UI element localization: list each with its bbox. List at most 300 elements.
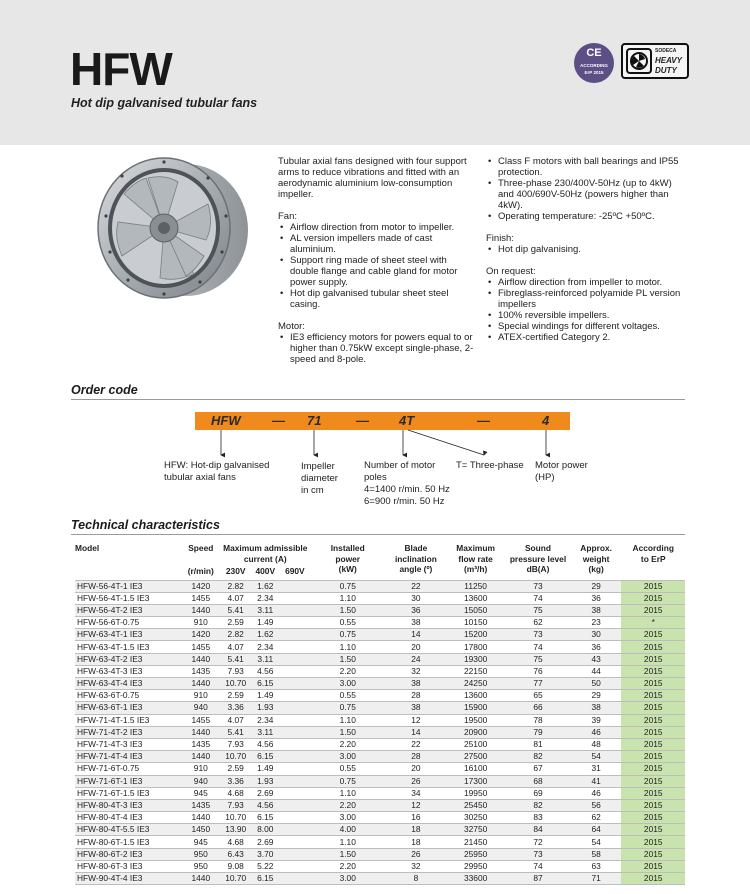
list-item: • Class F motors with ball bearings and IP55 protection. xyxy=(486,156,686,178)
table-cell: 19500 xyxy=(446,714,505,726)
table-cell: 11250 xyxy=(446,580,505,592)
header-line: to ErP xyxy=(640,553,666,564)
fan-feature-list xyxy=(278,222,476,310)
table-cell: 0.55 xyxy=(310,617,386,629)
cell-model: HFW-56-6T-0.75 xyxy=(75,617,181,629)
tech-table xyxy=(75,542,685,885)
table-cell: 15050 xyxy=(446,604,505,616)
list-item: • 100% reversible impellers. xyxy=(486,310,686,321)
table-row xyxy=(75,824,685,836)
table-cell: 75 xyxy=(505,604,571,616)
table-cell: 9.08 xyxy=(221,860,251,872)
table-row xyxy=(75,763,685,775)
table-cell: 79 xyxy=(505,726,571,738)
table-cell: 46 xyxy=(571,787,622,799)
table-cell: 77 xyxy=(505,678,571,690)
table-cell: 0.55 xyxy=(310,763,386,775)
cell-model: HFW-90-4T-4 IE3 xyxy=(75,873,181,885)
table-cell: 3.00 xyxy=(310,751,386,763)
cell-erp: 2015 xyxy=(621,799,685,811)
finish-list xyxy=(486,244,686,255)
label-poles xyxy=(364,460,450,508)
table-cell: 1435 xyxy=(181,665,221,677)
cell-model: HFW-71-4T-2 IE3 xyxy=(75,726,181,738)
table-cell: 62 xyxy=(505,617,571,629)
table-cell: 0.75 xyxy=(310,629,386,641)
table-cell: 16 xyxy=(386,812,446,824)
ce-erp-badge xyxy=(574,43,614,83)
list-item: • Three-phase 230/400V-50Hz (up to 4kW) and 400/690V-50Hz (powers higher than 4kW). xyxy=(486,178,686,211)
table-row xyxy=(75,738,685,750)
ce-badge-line1: ACCORDING xyxy=(580,63,608,68)
list-item: • Airflow direction from motor to impeller. xyxy=(278,222,476,233)
label-line: 4=1400 r/min. 50 Hz xyxy=(364,484,450,495)
table-cell xyxy=(280,714,310,726)
table-cell xyxy=(280,799,310,811)
table-cell: 56 xyxy=(571,799,622,811)
table-cell: 74 xyxy=(505,860,571,872)
table-row xyxy=(75,678,685,690)
table-cell: 0.75 xyxy=(310,775,386,787)
label-power xyxy=(535,460,588,484)
table-cell: 4.07 xyxy=(221,592,251,604)
table-cell: 1440 xyxy=(181,726,221,738)
badge-brand: SODECA xyxy=(655,48,677,54)
table-cell: 2.34 xyxy=(250,592,280,604)
table-cell: 945 xyxy=(181,787,221,799)
cell-model: HFW-56-4T-1.5 IE3 xyxy=(75,592,181,604)
table-cell: 25450 xyxy=(446,799,505,811)
cell-erp: 2015 xyxy=(621,690,685,702)
table-cell: 50 xyxy=(571,678,622,690)
table-cell xyxy=(280,726,310,738)
list-item: • Support ring made of sheet steel with double flange and cable gland for motor power supply. xyxy=(278,255,476,288)
cell-erp: 2015 xyxy=(621,848,685,860)
table-cell: 1.10 xyxy=(310,641,386,653)
col-weight xyxy=(571,542,622,580)
badge-duty: DUTY xyxy=(655,66,677,75)
table-cell: 20 xyxy=(386,763,446,775)
table-cell: 8 xyxy=(386,873,446,885)
table-cell: 29950 xyxy=(446,860,505,872)
cell-model: HFW-63-4T-1 IE3 xyxy=(75,629,181,641)
cell-model: HFW-63-4T-2 IE3 xyxy=(75,653,181,665)
table-cell: 1.10 xyxy=(310,787,386,799)
table-cell: 74 xyxy=(505,592,571,604)
table-cell: 2.82 xyxy=(221,629,251,641)
table-cell: 65 xyxy=(505,690,571,702)
table-cell: 3.00 xyxy=(310,678,386,690)
table-cell: 81 xyxy=(505,738,571,750)
header-line: (m³/h) xyxy=(463,564,488,574)
table-cell xyxy=(280,873,310,885)
label-line: poles xyxy=(364,472,387,483)
table-cell: 54 xyxy=(571,751,622,763)
table-cell xyxy=(280,629,310,641)
table-cell: 1.10 xyxy=(310,592,386,604)
table-row xyxy=(75,665,685,677)
header-line: angle (º) xyxy=(399,564,433,574)
table-row xyxy=(75,726,685,738)
table-cell: 1.62 xyxy=(250,580,280,592)
table-row xyxy=(75,714,685,726)
table-cell: 29 xyxy=(571,690,622,702)
cell-model: HFW-80-6T-1.5 IE3 xyxy=(75,836,181,848)
table-cell: 17800 xyxy=(446,641,505,653)
header-line: Maximum xyxy=(456,543,495,553)
table-cell: 32 xyxy=(386,665,446,677)
badge-heavy: HEAVY xyxy=(655,56,682,65)
list-item: • Hot dip galvanising. xyxy=(486,244,686,255)
table-cell: 5.41 xyxy=(221,726,251,738)
col-blade xyxy=(386,542,446,580)
table-cell: 1455 xyxy=(181,592,221,604)
list-item: • Special windings for different voltages. xyxy=(486,321,686,332)
code-part-diameter: 71 xyxy=(307,413,322,428)
table-cell: 1440 xyxy=(181,604,221,616)
code-part-power: 4 xyxy=(542,413,550,428)
table-cell: 1.49 xyxy=(250,690,280,702)
table-row xyxy=(75,580,685,592)
cell-erp: 2015 xyxy=(621,702,685,714)
table-cell: 6.15 xyxy=(250,812,280,824)
table-cell: 46 xyxy=(571,726,622,738)
table-cell: 73 xyxy=(505,848,571,860)
table-cell: 1455 xyxy=(181,641,221,653)
table-cell: 36 xyxy=(571,592,622,604)
table-cell: 10.70 xyxy=(221,751,251,763)
table-cell: 2.20 xyxy=(310,799,386,811)
table-cell: 14 xyxy=(386,726,446,738)
table-row xyxy=(75,799,685,811)
cell-erp: 2015 xyxy=(621,787,685,799)
table-cell: 6.15 xyxy=(250,873,280,885)
header-line: According xyxy=(632,543,674,553)
header-line: Blade xyxy=(404,543,428,553)
table-cell: 10.70 xyxy=(221,678,251,690)
col-model-blank xyxy=(75,565,181,580)
table-cell: 84 xyxy=(505,824,571,836)
table-cell: 15200 xyxy=(446,629,505,641)
table-cell: 1.62 xyxy=(250,629,280,641)
table-cell: 32750 xyxy=(446,824,505,836)
cell-model: HFW-71-6T-1 IE3 xyxy=(75,775,181,787)
table-cell: 1.49 xyxy=(250,617,280,629)
table-cell: 1420 xyxy=(181,629,221,641)
motor-feature-list-cont xyxy=(486,156,686,222)
order-code-title: Order code xyxy=(71,383,138,397)
table-cell: 0.75 xyxy=(310,580,386,592)
header-line: (kW) xyxy=(338,564,357,574)
label-line: in cm xyxy=(301,485,324,496)
table-cell: 2.20 xyxy=(310,665,386,677)
table-cell: 4.68 xyxy=(221,836,251,848)
table-cell: 1.10 xyxy=(310,836,386,848)
table-row xyxy=(75,702,685,714)
cell-erp: 2015 xyxy=(621,763,685,775)
table-cell: 18 xyxy=(386,836,446,848)
intro-paragraph: Tubular axial fans designed with four support arms to reduce vibrations and fitted with an aerodynamic aluminium low-consumption impeller. xyxy=(278,156,467,200)
header-line: (kg) xyxy=(588,564,604,574)
table-cell: 1440 xyxy=(181,751,221,763)
table-row xyxy=(75,690,685,702)
table-cell: 7.93 xyxy=(221,665,251,677)
list-item: • IE3 efficiency motors for powers equal to or higher than 0.75kW except single-phase, 2-speed and 8-pole. xyxy=(278,332,476,365)
table-cell xyxy=(280,836,310,848)
label-three-phase: T= Three-phase xyxy=(456,460,524,471)
table-row xyxy=(75,592,685,604)
list-item: • Airflow direction from impeller to motor. xyxy=(486,277,686,288)
table-cell: 74 xyxy=(505,641,571,653)
table-cell: 26 xyxy=(386,775,446,787)
table-cell: 38 xyxy=(386,678,446,690)
table-cell xyxy=(280,641,310,653)
list-item: • Hot dip galvanised tubular sheet steel casing. xyxy=(278,288,476,310)
table-row xyxy=(75,812,685,824)
table-cell: 4.07 xyxy=(221,714,251,726)
code-part-series: HFW xyxy=(211,413,241,428)
header-line: current (A) xyxy=(243,553,287,564)
table-cell: 2.69 xyxy=(250,836,280,848)
cell-model: HFW-71-4T-3 IE3 xyxy=(75,738,181,750)
table-cell: 25100 xyxy=(446,738,505,750)
col-690v: 690V xyxy=(280,565,310,580)
label-line: 6=900 r/min. 50 Hz xyxy=(364,496,445,507)
cell-erp: 2015 xyxy=(621,860,685,872)
header-line: dB(A) xyxy=(526,564,550,574)
table-cell xyxy=(280,702,310,714)
order-code-bar xyxy=(195,412,570,430)
header-line: weight xyxy=(582,553,610,564)
col-sound xyxy=(505,542,571,580)
table-cell: 1440 xyxy=(181,873,221,885)
table-cell: 4.56 xyxy=(250,799,280,811)
cell-model: HFW-80-6T-3 IE3 xyxy=(75,860,181,872)
list-item: • Operating temperature: -25ºC +50ºC. xyxy=(486,211,686,222)
col-speed-unit: (r/min) xyxy=(181,565,221,580)
table-cell: 10.70 xyxy=(221,873,251,885)
header-line: Sound xyxy=(524,543,552,553)
table-cell: 2.20 xyxy=(310,738,386,750)
col-400v: 400V xyxy=(250,565,280,580)
table-cell: 3.00 xyxy=(310,873,386,885)
table-cell: 23 xyxy=(571,617,622,629)
table-cell: 30250 xyxy=(446,812,505,824)
table-cell: 1440 xyxy=(181,678,221,690)
order-code-rule xyxy=(71,399,685,400)
table-cell xyxy=(280,763,310,775)
table-cell: 13600 xyxy=(446,592,505,604)
cell-model: HFW-63-6T-0.75 xyxy=(75,690,181,702)
table-cell: 1440 xyxy=(181,812,221,824)
description-column-2 xyxy=(486,156,686,343)
table-cell: 22 xyxy=(386,738,446,750)
cell-model: HFW-80-6T-2 IE3 xyxy=(75,848,181,860)
table-cell: 1435 xyxy=(181,738,221,750)
table-cell: 69 xyxy=(505,787,571,799)
table-cell: 1450 xyxy=(181,824,221,836)
list-item: • Fibreglass-reinforced polyamide PL version impellers xyxy=(486,288,686,310)
cell-erp: 2015 xyxy=(621,751,685,763)
table-cell: 10150 xyxy=(446,617,505,629)
table-cell: 12 xyxy=(386,714,446,726)
table-row xyxy=(75,775,685,787)
cell-erp: 2015 xyxy=(621,678,685,690)
cell-erp: 2015 xyxy=(621,873,685,885)
table-cell: 6.43 xyxy=(221,848,251,860)
col-230v: 230V xyxy=(221,565,251,580)
col-flow xyxy=(446,542,505,580)
table-cell: 30 xyxy=(386,592,446,604)
code-dash: — xyxy=(477,413,490,428)
table-cell: 13600 xyxy=(446,690,505,702)
table-cell: 48 xyxy=(571,738,622,750)
table-cell: 0.55 xyxy=(310,690,386,702)
cell-erp: 2015 xyxy=(621,738,685,750)
header-line: Installed xyxy=(330,543,365,553)
table-cell: 6.15 xyxy=(250,678,280,690)
table-cell: 13.90 xyxy=(221,824,251,836)
table-cell: 54 xyxy=(571,836,622,848)
table-cell: 4.07 xyxy=(221,641,251,653)
table-cell: 38 xyxy=(571,604,622,616)
table-cell: 1.50 xyxy=(310,653,386,665)
motor-heading: Motor: xyxy=(278,321,305,332)
header-line: flow rate xyxy=(458,553,493,564)
fan-icon xyxy=(626,48,652,74)
table-cell: 39 xyxy=(571,714,622,726)
tech-rule xyxy=(71,534,685,535)
page-title: HFW xyxy=(70,43,172,95)
cell-model: HFW-71-6T-1.5 IE3 xyxy=(75,787,181,799)
col-model: Model xyxy=(75,543,100,553)
request-list xyxy=(486,277,686,343)
table-cell: 5.41 xyxy=(221,653,251,665)
table-cell: 20 xyxy=(386,641,446,653)
cell-model: HFW-63-6T-1 IE3 xyxy=(75,702,181,714)
table-cell: 29 xyxy=(571,580,622,592)
table-cell: 2.34 xyxy=(250,714,280,726)
table-cell xyxy=(280,690,310,702)
table-cell: 83 xyxy=(505,812,571,824)
cell-erp: 2015 xyxy=(621,824,685,836)
cell-model: HFW-56-4T-2 IE3 xyxy=(75,604,181,616)
table-cell: 4.68 xyxy=(221,787,251,799)
table-cell: 1435 xyxy=(181,799,221,811)
table-cell xyxy=(280,617,310,629)
cell-model: HFW-56-4T-1 IE3 xyxy=(75,580,181,592)
table-cell: 945 xyxy=(181,836,221,848)
table-cell: 87 xyxy=(505,873,571,885)
table-cell: 36 xyxy=(571,641,622,653)
ce-badge-line2: ErP 2015 xyxy=(584,70,604,75)
arrow-phase xyxy=(408,430,484,455)
table-cell xyxy=(280,824,310,836)
cell-erp: 2015 xyxy=(621,604,685,616)
description-column-1 xyxy=(278,156,476,365)
table-cell: 41 xyxy=(571,775,622,787)
table-row xyxy=(75,604,685,616)
table-cell: 5.22 xyxy=(250,860,280,872)
table-cell: 950 xyxy=(181,848,221,860)
table-cell: 940 xyxy=(181,702,221,714)
table-cell: 7.93 xyxy=(221,799,251,811)
table-cell: 910 xyxy=(181,617,221,629)
table-cell: 33600 xyxy=(446,873,505,885)
table-cell: 950 xyxy=(181,860,221,872)
table-cell: 32 xyxy=(386,860,446,872)
list-item: • ATEX-certified Category 2. xyxy=(486,332,686,343)
table-cell: 2.34 xyxy=(250,641,280,653)
cell-erp: 2015 xyxy=(621,641,685,653)
col-erp xyxy=(621,542,685,580)
cell-erp: 2015 xyxy=(621,726,685,738)
table-cell: 22 xyxy=(386,580,446,592)
table-row xyxy=(75,629,685,641)
table-cell xyxy=(280,665,310,677)
table-cell: 36 xyxy=(386,604,446,616)
table-cell: 1.93 xyxy=(250,702,280,714)
cell-erp: 2015 xyxy=(621,836,685,848)
table-cell: 910 xyxy=(181,690,221,702)
header-band xyxy=(0,0,750,145)
table-cell: 7.93 xyxy=(221,738,251,750)
cell-model: HFW-80-4T-3 IE3 xyxy=(75,799,181,811)
cell-model: HFW-71-4T-1.5 IE3 xyxy=(75,714,181,726)
label-series xyxy=(164,460,269,484)
table-cell: 1.50 xyxy=(310,848,386,860)
label-line: Impeller xyxy=(301,461,335,472)
cell-model: HFW-63-4T-4 IE3 xyxy=(75,678,181,690)
cell-erp: 2015 xyxy=(621,812,685,824)
table-cell: 8.00 xyxy=(250,824,280,836)
table-cell xyxy=(280,580,310,592)
table-cell: 63 xyxy=(571,860,622,872)
code-dash: — xyxy=(356,413,369,428)
table-cell: 1420 xyxy=(181,580,221,592)
table-row xyxy=(75,836,685,848)
table-cell: 27500 xyxy=(446,751,505,763)
table-row xyxy=(75,860,685,872)
table-cell: 3.11 xyxy=(250,653,280,665)
table-row xyxy=(75,848,685,860)
table-cell: 62 xyxy=(571,812,622,824)
table-cell: 73 xyxy=(505,580,571,592)
tech-title: Technical characteristics xyxy=(71,518,220,532)
table-cell: 38 xyxy=(386,617,446,629)
cell-model: HFW-80-4T-4 IE3 xyxy=(75,812,181,824)
table-cell xyxy=(280,604,310,616)
table-cell: 3.70 xyxy=(250,848,280,860)
table-cell: 20900 xyxy=(446,726,505,738)
table-cell: 16100 xyxy=(446,763,505,775)
fan-product-image xyxy=(76,152,256,302)
label-line: HFW: Hot-dip galvanised xyxy=(164,460,270,471)
table-cell: 38 xyxy=(386,702,446,714)
finish-heading: Finish: xyxy=(486,233,514,244)
cell-erp: 2015 xyxy=(621,665,685,677)
table-cell: 15900 xyxy=(446,702,505,714)
table-cell: 34 xyxy=(386,787,446,799)
table-cell: 2.59 xyxy=(221,617,251,629)
table-cell xyxy=(280,860,310,872)
code-dash: — xyxy=(272,413,285,428)
table-cell: 30 xyxy=(571,629,622,641)
cell-erp: * xyxy=(621,617,685,629)
table-cell: 4.00 xyxy=(310,824,386,836)
table-cell: 3.36 xyxy=(221,775,251,787)
table-row xyxy=(75,787,685,799)
